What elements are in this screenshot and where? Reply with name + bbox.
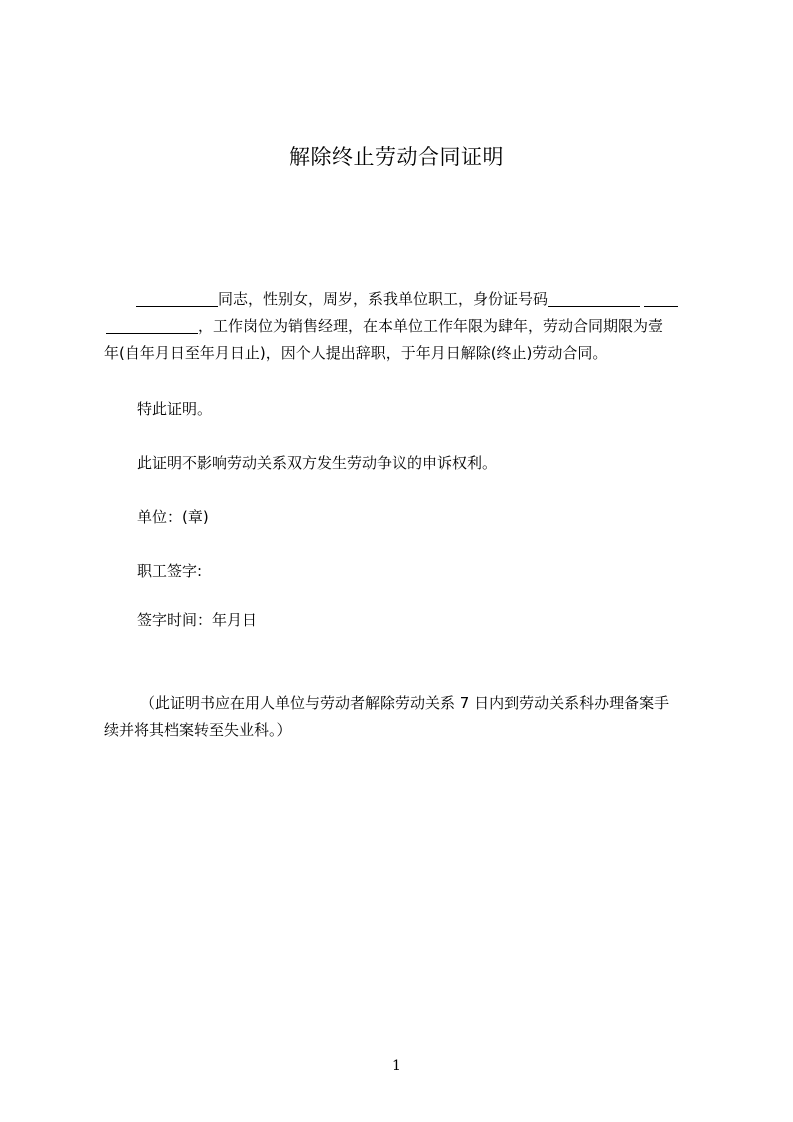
paragraph-line-3: 年(自年月日至年月日止)，因个人提出辞职，于年月日解除(终止)劳动合同。 — [104, 344, 608, 362]
id-number-blank-line2 — [106, 317, 198, 334]
id-number-blank-continued — [644, 290, 678, 307]
paragraph-segment-a: 同志，性别女，周岁，系我单位职工，身份证号码 — [218, 290, 549, 308]
paragraph-line-1 — [104, 286, 704, 313]
unit-seal-label: 单位：(章) — [137, 508, 209, 526]
filing-note — [104, 690, 704, 744]
paragraph-segment-b: ，工作岗位为销售经理，在本单位工作年限为肆年，劳动合同期限为壹 — [198, 317, 664, 335]
paragraph-line-2 — [104, 313, 704, 340]
name-blank — [136, 290, 218, 307]
certificate-paragraph — [104, 286, 704, 367]
employee-signature-label: 职工签字: — [137, 562, 203, 580]
document-title: 解除终止劳动合同证明 — [289, 145, 504, 169]
id-number-blank — [548, 290, 640, 307]
filing-note-line-2: 续并将其档案转至失业科。） — [104, 721, 292, 739]
special-note: 特此证明。 — [137, 400, 213, 418]
signature-time-label: 签字时间：年月日 — [137, 611, 258, 629]
page-number: 1 — [392, 1058, 401, 1074]
rights-note: 此证明不影响劳动关系双方发生劳动争议的申诉权利。 — [137, 454, 498, 472]
filing-note-line-1: （此证明书应在用人单位与劳动者解除劳动关系 7 日内到劳动关系科办理备案手 — [140, 694, 670, 712]
